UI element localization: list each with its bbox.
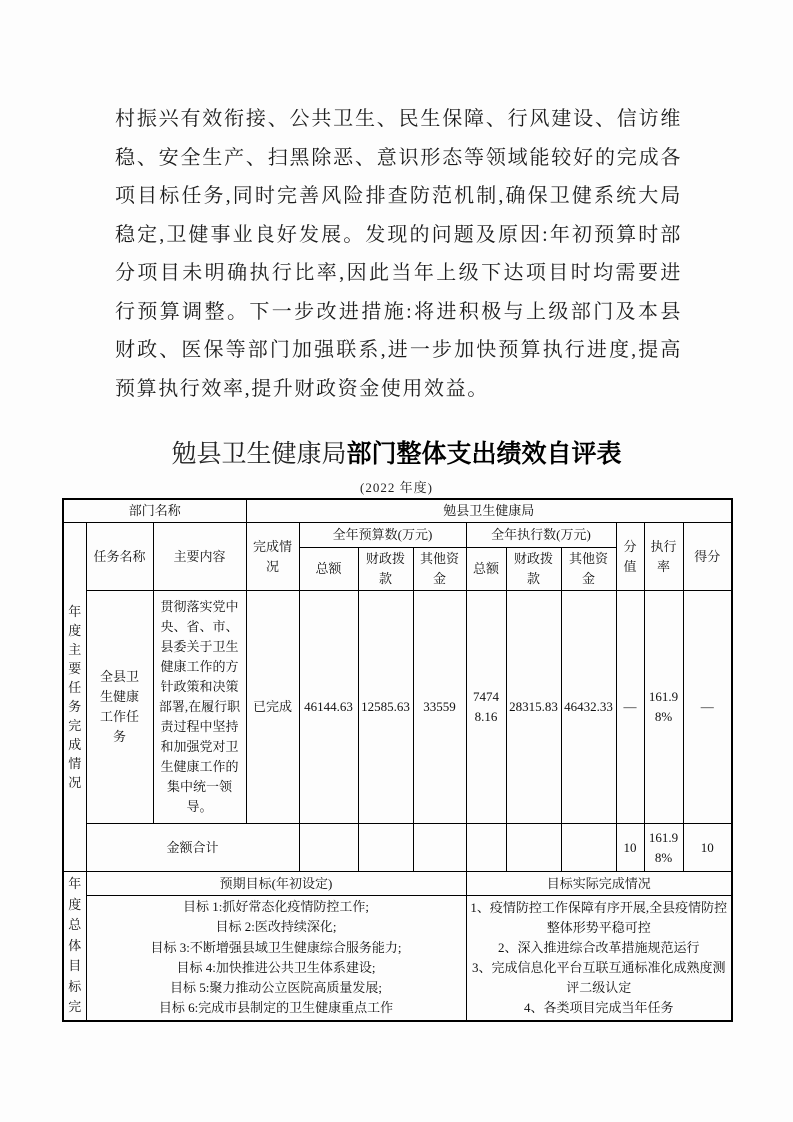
header-score-value: 分值: [616, 523, 644, 591]
header-main-content: 主要内容: [153, 523, 246, 591]
expected-goals-cell: [86, 896, 466, 1021]
header-exec-other: 其他资金: [561, 548, 616, 591]
actual-item: 1、疫情防控工作保障有序开展,全县疫情防控整体形势平稳可控: [470, 899, 728, 935]
section1-vertical-label-cell: [63, 523, 86, 872]
header-exec-total: 总额: [466, 548, 506, 591]
goal-item: 目标 4:加快推进公共卫生体系建设;: [176, 959, 376, 975]
total-exec-fiscal-cell: [506, 824, 561, 872]
goal-item: 目标 1:抓好常态化疫情防控工作;: [183, 899, 369, 914]
header-score: 得分: [683, 523, 732, 591]
dept-name-value-cell: 勉县卫生健康局: [246, 499, 732, 523]
exec-other-cell: 46432.33: [561, 591, 616, 824]
total-exec-other-cell: [561, 824, 616, 872]
goal-item: 目标 2:医改持续深化;: [215, 919, 337, 935]
self-evaluation-table: [62, 498, 733, 1022]
budget-fiscal-cell: 12585.63: [358, 591, 413, 824]
score-value-cell: —: [616, 591, 644, 824]
task-name-cell: 全县卫生健康工作任务: [86, 591, 153, 824]
document-title: [0, 434, 793, 470]
total-score-value-cell: 10: [616, 824, 644, 872]
goal-item: 目标 6:完成市县制定的卫生健康重点工作: [158, 1000, 394, 1016]
header-budget-group: 全年预算数(万元): [299, 523, 466, 548]
budget-total-cell: 46144.63: [299, 591, 358, 824]
score-cell: —: [683, 591, 732, 824]
total-budget-other-cell: [413, 824, 466, 872]
header-execution-rate: 执行率: [644, 523, 683, 591]
completion-cell: 已完成: [246, 591, 299, 824]
total-exec-total-cell: [466, 824, 506, 872]
report-year: (2022 年度): [360, 480, 433, 495]
actual-completion-header: 目标实际完成情况: [466, 872, 732, 896]
title-agency-name: 勉县卫生健康局: [171, 441, 347, 468]
header-execution-group: 全年执行数(万元): [466, 523, 616, 548]
title-report-name: 部门整体支出绩效自评表: [346, 440, 622, 468]
exec-total-cell: 74748.16: [466, 591, 506, 824]
header-budget-other: 其他资金: [413, 548, 466, 591]
main-content-cell: 贯彻落实党中央、省、市、县委关于卫生健康工作的方针政策和决策部署,在履行职责过程中坚持和加强党对卫生健康工作的集中统一领导。: [153, 591, 246, 824]
body-paragraph: 村振兴有效衔接、公共卫生、民生保障、行风建设、信访维稳、安全生产、扫黑除恶、意识形态等领域能较好的完成各项目标任务,同时完善风险排查防范机制,确保卫健系统大局稳定,卫健事业良好发展。发现的问题及原因:年初预算时部分项目未明确执行比率,因此当年上级下达项目时均需要进行预算调整。下一步改进措施:将进积极与上级部门及本县财政、医保等部门加强联系,进一步加快预算执行进度,提高预算执行效率,提升财政资金使用效益。: [115, 108, 682, 400]
total-score-cell: 10: [683, 824, 732, 872]
execution-rate-cell: 161.98%: [644, 591, 683, 824]
total-budget-total-cell: [299, 824, 358, 872]
dept-name-label-cell: 部门名称: [63, 499, 246, 523]
actual-item: 2、深入推进综合改革措施规范运行: [498, 939, 700, 955]
goal-item: 目标 5:聚力推动公立医院高质量发展;: [170, 980, 382, 996]
goal-item: 目标 3:不断增强县域卫生健康综合服务能力;: [150, 939, 402, 955]
amount-total-label-cell: 金额合计: [86, 824, 299, 872]
header-budget-fiscal: 财政拨款: [358, 548, 413, 591]
header-completion: 完成情况: [246, 523, 299, 591]
total-budget-fiscal-cell: [358, 824, 413, 872]
budget-other-cell: 33559: [413, 591, 466, 824]
actual-completion-cell: [466, 896, 732, 1021]
header-exec-fiscal: 财政拨款: [506, 548, 561, 591]
total-execution-rate-cell: 161.98%: [644, 824, 683, 872]
annual-main-tasks-label: 年度主要任务完成情况: [68, 604, 82, 790]
actual-item: 4、各类项目完成当年任务: [524, 999, 674, 1015]
exec-fiscal-cell: 28315.83: [506, 591, 561, 824]
section2-vertical-label-cell: [63, 872, 86, 1021]
expected-goals-header: 预期目标(年初设定): [86, 872, 466, 896]
header-budget-total: 总额: [299, 548, 358, 591]
actual-item: 3、完成信息化平台互联互通标准化成熟度测评二级认定: [472, 959, 726, 995]
header-task-name: 任务名称: [86, 523, 153, 591]
annual-overall-goals-label: 年度总体目标完: [68, 876, 82, 1015]
